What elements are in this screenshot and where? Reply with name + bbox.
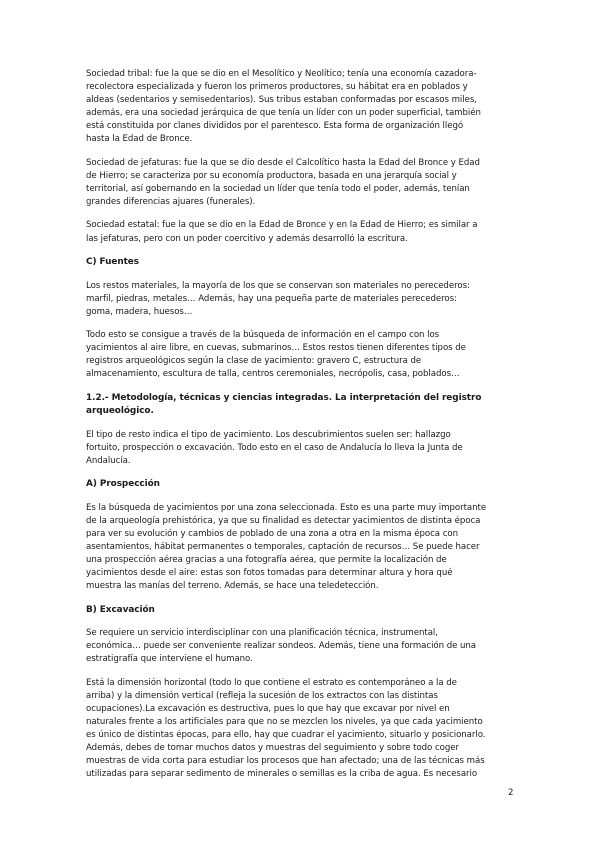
paragraph <box>86 280 514 319</box>
text-line: económica… puede ser conveniente realizar sondeos. Además, tiene una formación de una <box>86 641 477 652</box>
paragraph <box>86 677 514 781</box>
text-line: de la arqueología prehistórica, ya que su finalidad es detectar yacimientos de distinta época <box>86 515 481 526</box>
paragraph <box>86 68 514 146</box>
text-line: además, era una sociedad jerárquica de que tenía un líder con un poder superficial, también <box>86 108 481 119</box>
paragraph <box>86 429 514 468</box>
text-line: ocupaciones).La excavación es destructiva, pues lo que hay que excavar por nivel en <box>86 703 450 714</box>
text-line: fortuito, prospección o excavación. Todo esto en el caso de Andalucía lo lleva la Junta de <box>86 442 463 453</box>
page-number: 2 <box>508 788 514 798</box>
text-line: Está la dimensión horizontal (todo lo que contiene el estrato es contemporáneo a la de <box>86 677 457 688</box>
text-line: está constituida por clanes divididos por el parentesco. Esta forma de organización llegó <box>86 121 464 132</box>
text-line: Los restos materiales, la mayoría de los que se conservan son materiales no perecederos: <box>86 280 470 291</box>
text-line: B) Excavación <box>86 604 155 615</box>
text-line: aldeas (sedentarios y semisedentarios). Sus tribus estaban conformadas por escasos miles, <box>86 95 477 106</box>
text-line: una prospección aérea gracias a una fotografía aérea, que permite la localización de <box>86 554 447 565</box>
text-line: arqueológico. <box>86 405 154 416</box>
paragraph <box>86 329 514 381</box>
text-line: hasta la Edad de Bronce. <box>86 134 193 145</box>
text-line: territorial, así gobernando en la sociedad un líder que tenía todo el poder, además, tenían <box>86 183 470 194</box>
text-line: Es la búsqueda de yacimientos por una zona seleccionada. Esto es una parte muy importante <box>86 502 487 513</box>
paragraph <box>86 502 514 593</box>
text-line: grandes diferencias ajuares (funerales). <box>86 196 256 207</box>
text-line: Se requiere un servicio interdisciplinar con una planificación técnica, instrumental, <box>86 628 438 639</box>
text-line: almacenamiento, escultura de talla, centros ceremoniales, necrópolis, casa, poblados… <box>86 369 460 380</box>
text-line: Sociedad de jefaturas: fue la que se dio desde el Calcolítico hasta la Edad del Bronce y Edad <box>86 157 480 168</box>
text-line: Sociedad tribal: fue la que se dio en el Mesolítico y Neolítico; tenía una economía cazadora- <box>86 69 477 79</box>
text-line: muestra las manías del terreno. Además, se hace una teledetección. <box>86 581 379 591</box>
section-heading <box>86 392 514 418</box>
text-line: C) Fuentes <box>86 257 139 268</box>
text-line: registros arqueológicos según la clase de yacimiento: gravero C, estructura de <box>86 356 422 367</box>
text-line: recolectora especializada y fueron los primeros productores, su hábitat era en poblados y <box>86 82 468 93</box>
text-line: Andalucía. <box>86 455 131 466</box>
section-heading <box>86 478 514 491</box>
text-line: estratigrafía que interviene el humano. <box>86 654 253 665</box>
paragraph <box>86 157 514 209</box>
section-heading <box>86 256 514 269</box>
text-line: Sociedad estatal: fue la que se dio en la Edad de Bronce y en la Edad de Hierro; es similar a <box>86 220 478 231</box>
section-heading <box>86 604 514 617</box>
paragraph <box>86 219 514 245</box>
text-line: 1.2.- Metodología, técnicas y ciencias integradas. La interpretación del registro <box>86 392 482 403</box>
text-line: las jefaturas, pero con un poder coercitivo y además desarrolló la escritura. <box>86 233 408 244</box>
document-page <box>86 68 514 792</box>
text-line: de Hierro; se caracteriza por su economía productora, basada en una jerarquía social y <box>86 170 457 181</box>
text-line: Además, debes de tomar muchos datos y muestras del seguimiento y sobre todo coger <box>86 742 459 753</box>
paragraph <box>86 627 514 666</box>
text-line: goma, madera, huesos… <box>86 306 193 317</box>
text-line: yacimientos al aire libre, en cuevas, submarinos… Estos restos tienen diferentes tipos de <box>86 343 466 354</box>
text-line: utilizadas para separar sedimento de minerales o semillas es la criba de agua. Es necesario <box>86 769 478 780</box>
text-line: El tipo de resto indica el tipo de yacimiento. Los descubrimientos suelen ser: hallazgo <box>86 429 451 440</box>
text-line: arriba) y la dimensión vertical (refleja la sucesión de los extractos con las distintas <box>86 690 438 701</box>
text-line: asentamientos, hábitat permanentes o temporales, captación de recursos… Se puede hacer <box>86 541 480 552</box>
text-line: es único de distintas épocas, para ello, hay que cuadrar el yacimiento, situarlo y posicionarlo. <box>86 729 486 740</box>
text-line: para ver su evolución y cambios de poblado de una zona a otra en la misma época con <box>86 528 458 539</box>
text-line: marfil, piedras, metales… Además, hay una pequeña parte de materiales perecederos: <box>86 293 457 304</box>
text-line: Todo esto se consigue a través de la búsqueda de información en el campo con los <box>86 330 440 341</box>
text-line: A) Prospección <box>86 479 160 490</box>
text-line: naturales frente a los artificiales para que no se mezclen los niveles, ya que cada yacimiento <box>86 716 483 727</box>
text-line: muestras de vida corta para estudiar los procesos que han afectado; una de las técnicas más <box>86 756 485 767</box>
text-line: yacimientos desde el aire: estas son fotos tomadas para determinar altura y hora qué <box>86 567 453 578</box>
